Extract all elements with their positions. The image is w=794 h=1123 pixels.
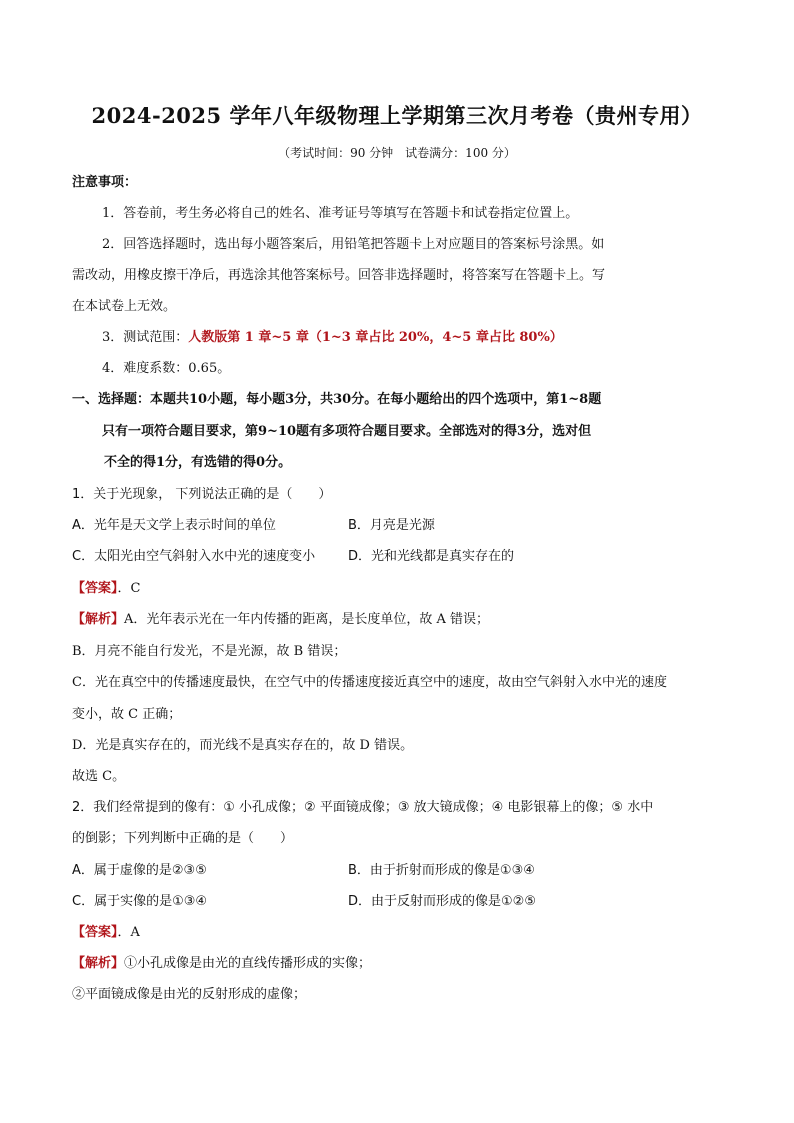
answer-tag: 【答案】 xyxy=(72,581,118,596)
question-2-option-a: A．属于虚像的是②③⑤ xyxy=(72,863,207,878)
section-1-heading-line-1: 一、选择题：本题共10小题，每小题3分，共30分。在每小题给出的四个选项中，第1~8题 xyxy=(72,392,602,407)
notice-item-1: 1．答卷前，考生务必将自己的姓名、准考证号等填写在答题卡和试卷指定位置上。 xyxy=(102,206,579,221)
question-1-analysis-line-3: C．光在真空中的传播速度最快，在空气中的传播速度接近真空中的速度，故由空气斜射入水中光的速度 xyxy=(72,675,667,690)
notice-item-2-line-1: 2．回答选择题时，选出每小题答案后，用铅笔把答题卡上对应题目的答案标号涂黑。如 xyxy=(102,237,605,252)
question-1-analysis-line-1 xyxy=(72,611,489,629)
notice-item-3-prefix: 3．测试范围： xyxy=(102,330,189,345)
question-2-option-b: B．由于折射而形成的像是①③④ xyxy=(348,863,535,878)
question-2-analysis-line-2: ②平面镜成像是由光的反射形成的虚像； xyxy=(72,987,307,1002)
notice-item-3 xyxy=(102,329,563,347)
question-1-option-a: A．光年是天文学上表示时间的单位 xyxy=(72,518,276,533)
analysis-text: A．光年表示光在一年内传播的距离，是长度单位，故 A 错误； xyxy=(124,612,490,627)
analysis-text: ①小孔成像是由光的直线传播形成的实像； xyxy=(124,956,372,971)
answer-value: ．C xyxy=(117,581,141,596)
question-1-analysis-line-5: D．光是真实存在的，而光线不是真实存在的，故 D 错误。 xyxy=(72,738,414,753)
question-2-option-d: D．由于反射而形成的像是①②⑤ xyxy=(348,894,536,909)
answer-tag: 【答案】 xyxy=(72,925,118,940)
exam-info: （考试时间：90 分钟 试卷满分：100 分） xyxy=(278,146,516,160)
question-2-option-c: C．属于实像的是①③④ xyxy=(72,894,208,909)
answer-value: ．A xyxy=(117,925,140,940)
question-2-analysis-line-1 xyxy=(72,955,371,973)
question-1-option-b: B．月亮是光源 xyxy=(348,518,435,533)
analysis-tag: 【解析】 xyxy=(72,612,125,627)
question-2-answer xyxy=(72,924,140,942)
question-1-analysis-line-2: B．月亮不能自行发光，不是光源，故 B 错误； xyxy=(72,644,347,659)
question-2-stem-line-2: 的倒影；下列判断中正确的是（ ） xyxy=(72,831,294,846)
question-1-option-d: D．光和光线都是真实存在的 xyxy=(348,549,515,564)
question-1-answer xyxy=(72,580,140,598)
analysis-tag: 【解析】 xyxy=(72,956,125,971)
question-2-stem-line-1: 2．我们经常提到的像有：① 小孔成像；② 平面镜成像；③ 放大镜成像；④ 电影银幕上的像；⑤ 水中 xyxy=(72,800,654,815)
test-range: 人教版第 1 章~5 章（1~3 章占比 20%，4~5 章占比 80%） xyxy=(188,330,563,345)
notice-item-4: 4．难度系数：0.65。 xyxy=(102,361,231,376)
question-1-stem: 1．关于光现象， 下列说法正确的是（ ） xyxy=(72,487,332,502)
notice-item-2-line-3: 在本试卷上无效。 xyxy=(72,299,177,314)
notice-item-2-line-2: 需改动，用橡皮擦干净后，再选涂其他答案标号。回答非选择题时，将答案写在答题卡上。写 xyxy=(72,268,606,283)
question-1-analysis-line-4: 变小，故 C 正确； xyxy=(72,707,182,722)
section-1-heading-line-2: 只有一项符合题目要求，第9~10题有多项符合题目要求。全部选对的得3分，选对但 xyxy=(102,424,592,439)
section-1-heading-line-3: 不全的得1分，有选错的得0分。 xyxy=(104,455,292,470)
notice-heading: 注意事项： xyxy=(72,175,138,190)
question-1-analysis-line-6: 故选 C。 xyxy=(72,769,126,784)
page-title: 2024-2025 学年八年级物理上学期第三次月考卷（贵州专用） xyxy=(91,103,703,128)
question-1-option-c: C．太阳光由空气斜射入水中光的速度变小 xyxy=(72,549,316,564)
